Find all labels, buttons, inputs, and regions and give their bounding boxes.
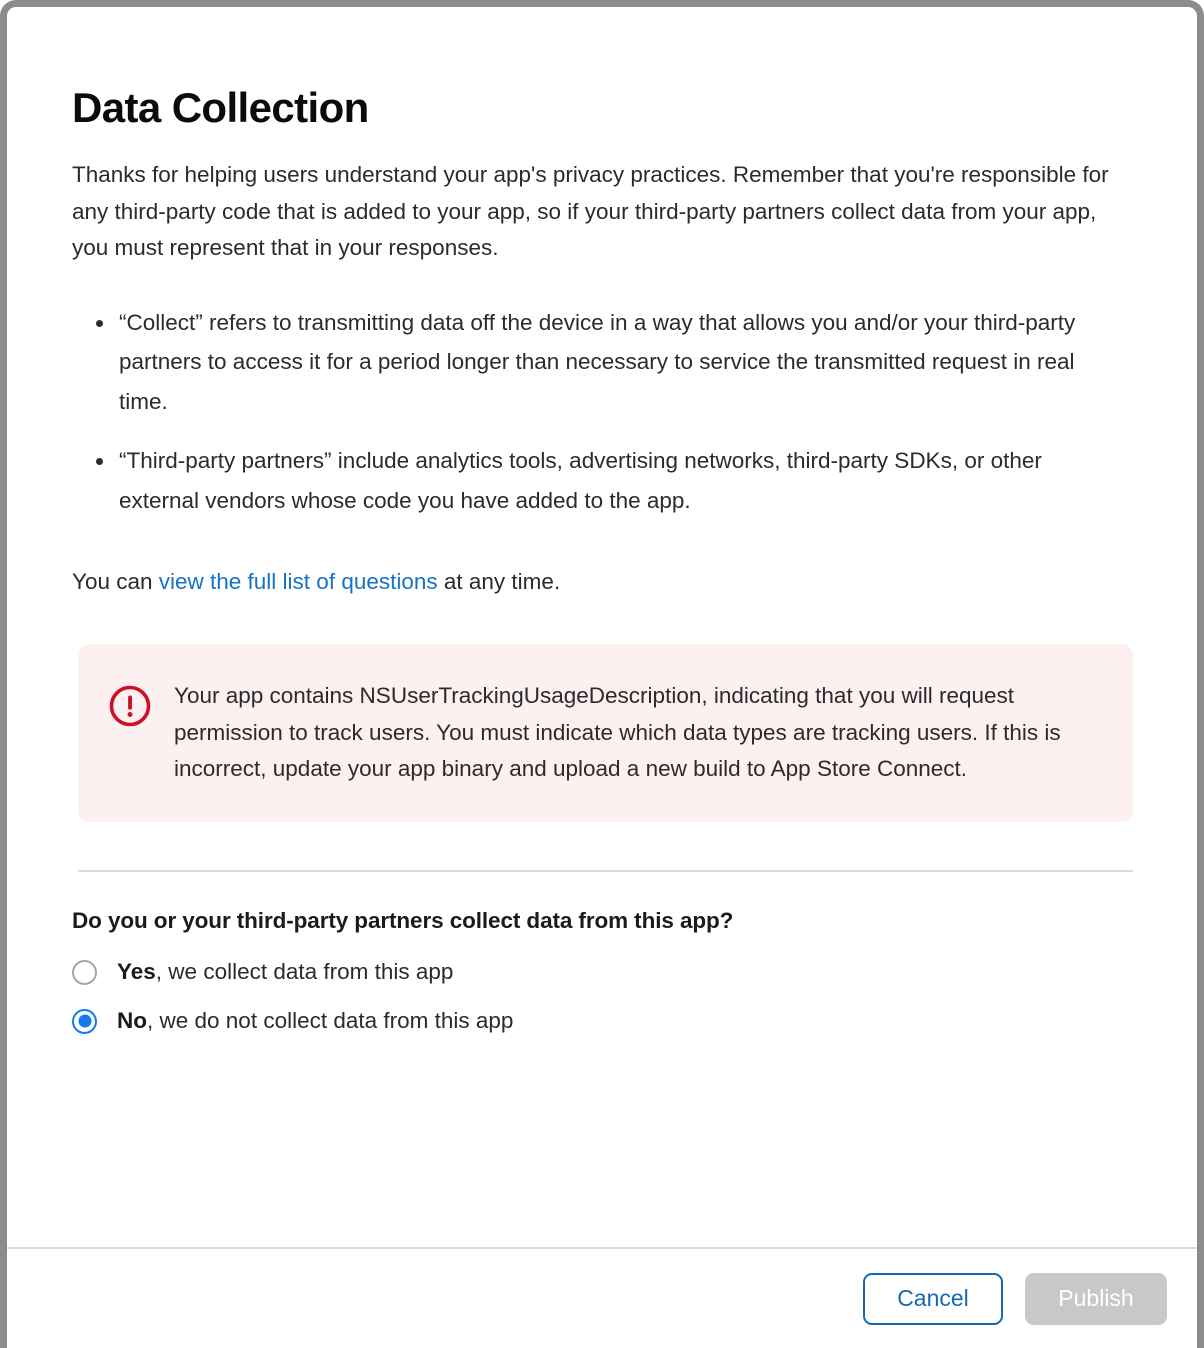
radio-label-yes-emphasis: Yes (117, 958, 156, 984)
list-item: “Collect” refers to transmitting data off the device in a way that allows you and/or your third-party partners to access it for a period longer than necessary to service the transmitted request in real time. (119, 303, 1119, 422)
radio-label-no-rest: , we do not collect data from this app (147, 1007, 514, 1033)
radio-label-yes (117, 958, 454, 984)
link-line-suffix: at any time. (437, 569, 561, 595)
radio-icon-yes[interactable] (72, 960, 97, 985)
collection-radio-group (72, 960, 1139, 1034)
list-item: “Third-party partners” include analytics tools, advertising networks, third-party SDKs, or other external vendors whose code you have added to the app. (119, 441, 1119, 520)
radio-label-no-emphasis: No (117, 1007, 147, 1033)
cancel-button[interactable]: Cancel (863, 1273, 1003, 1325)
full-list-line (72, 564, 1139, 600)
radio-label-no (117, 1007, 514, 1033)
intro-paragraph: Thanks for helping users understand your app's privacy practices. Remember that you're responsible for any third-party code that is added to your app, so if your third-party partners collect data from your app, you must represent that in your responses. (72, 162, 1109, 261)
dialog-body (7, 7, 1197, 1247)
view-full-list-of-questions-link[interactable]: view the full list of questions (158, 569, 438, 595)
radio-option-yes[interactable] (72, 960, 453, 985)
collection-question-label: Do you or your third-party partners collect data from this app? (72, 907, 734, 933)
exclamation-circle-icon (108, 684, 152, 728)
dialog-footer (7, 1247, 1197, 1348)
radio-option-no[interactable] (72, 1009, 513, 1034)
alert-message: Your app contains NSUserTrackingUsageDescription, indicating that you will request permission to track users. You must indicate which data types are tracking users. If this is incorrect, update your app binary and upload a new build to App Store Connect. (174, 683, 1061, 782)
tracking-warning-alert (78, 644, 1133, 822)
publish-button[interactable]: Publish (1025, 1273, 1167, 1325)
dialog-content (7, 7, 1197, 1034)
radio-icon-no[interactable] (72, 1009, 97, 1034)
section-divider (78, 870, 1133, 872)
radio-label-yes-rest: , we collect data from this app (155, 958, 454, 984)
definitions-list (72, 303, 1139, 521)
page-title: Data Collection (72, 84, 369, 131)
link-line-prefix: You can (72, 569, 159, 595)
